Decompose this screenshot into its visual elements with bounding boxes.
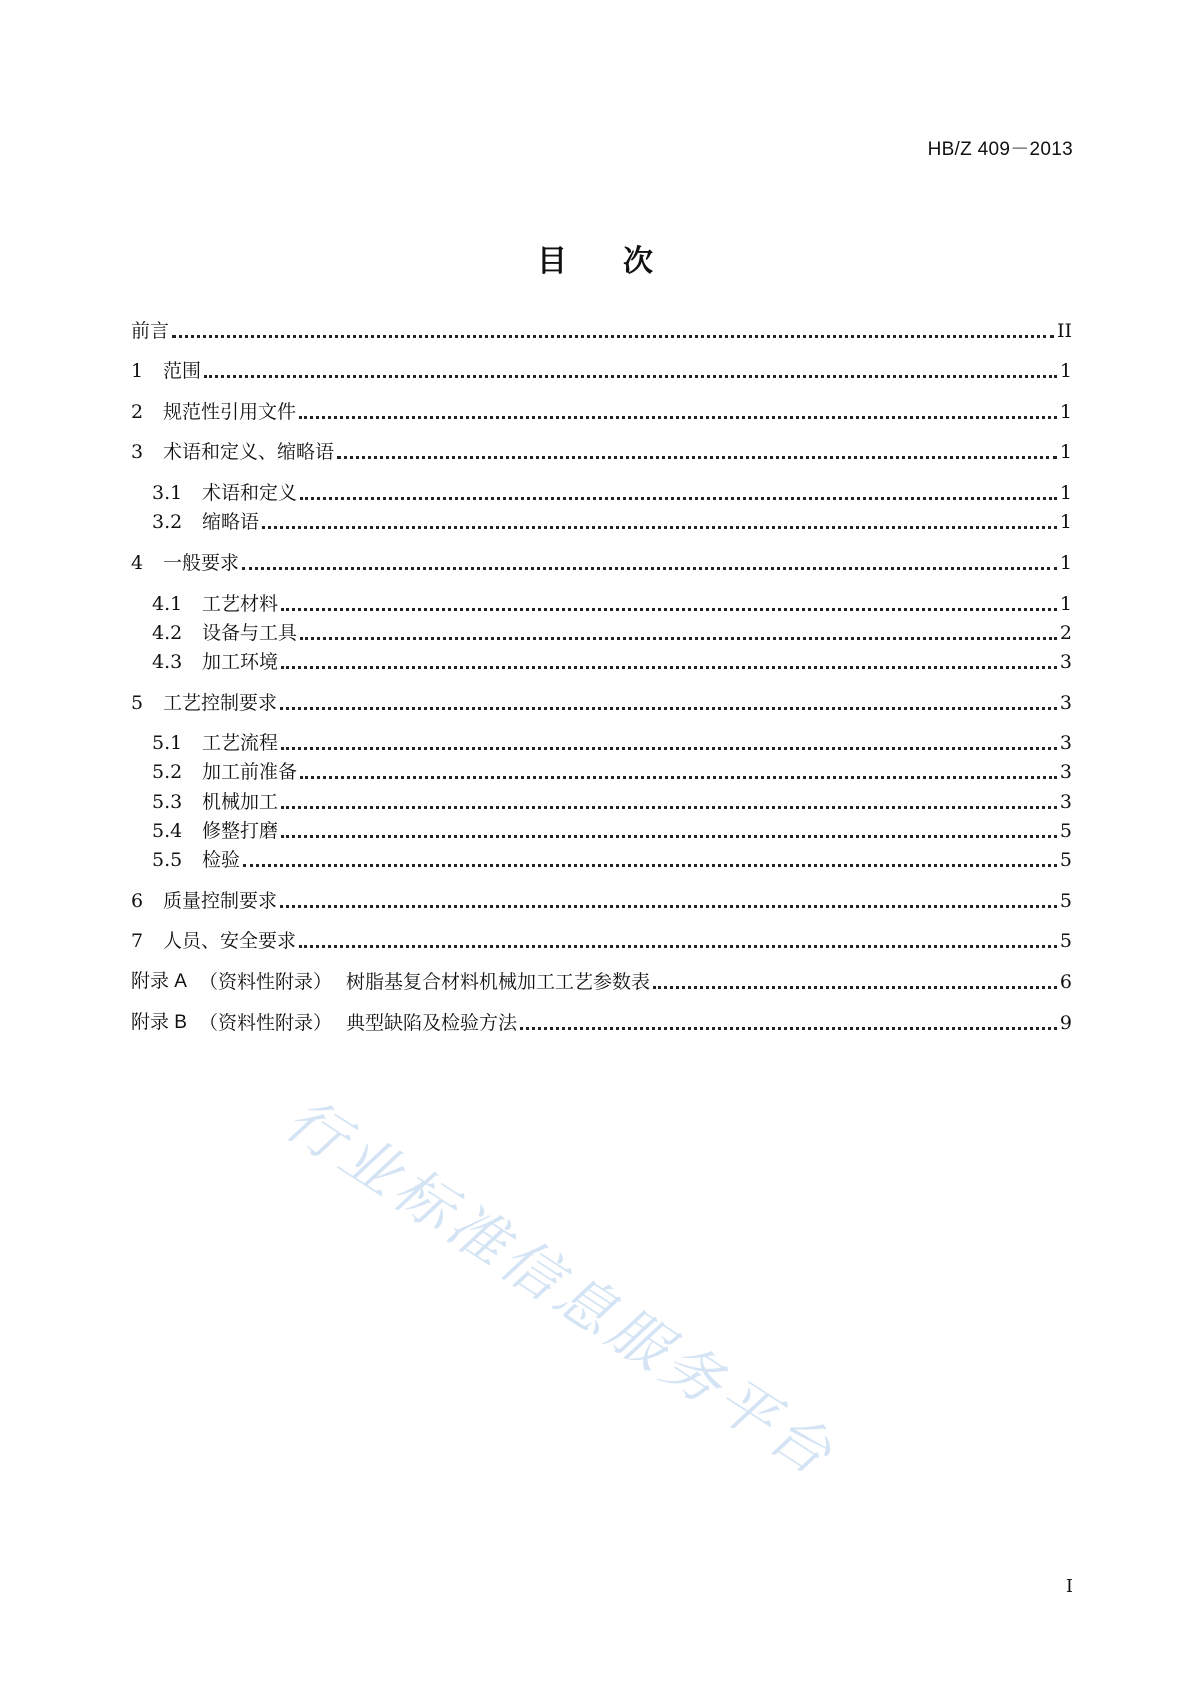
- toc-leader-dots: [280, 707, 1057, 710]
- toc-entry-page: 1: [1059, 552, 1072, 574]
- toc-entry-number: 3.2: [152, 511, 183, 533]
- toc-entry-title: 设备与工具: [202, 622, 298, 644]
- toc-entry-number: 附录 B: [131, 1012, 187, 1033]
- toc-entry-page: 3: [1059, 791, 1072, 813]
- toc-leader-dots: [337, 456, 1057, 459]
- toc-leader-dots: [204, 375, 1057, 378]
- toc-entry-title: 工艺流程: [202, 732, 279, 754]
- toc-leader-dots: [172, 335, 1054, 338]
- toc-entry-page: II: [1056, 320, 1072, 342]
- toc-entry-title: 范围: [163, 360, 202, 382]
- toc-leader-dots: [243, 864, 1057, 867]
- standard-code: HB/Z 409－2013: [927, 139, 1073, 160]
- toc-entry-title: 缩略语: [202, 511, 260, 533]
- toc-entry-title: 典型缺陷及检验方法: [345, 1012, 517, 1034]
- toc-entry-number: 1: [131, 360, 144, 382]
- toc-entry-page: 3: [1059, 651, 1072, 673]
- toc-entry-title: 人员、安全要求: [163, 930, 297, 952]
- toc-entry-number: 5.3: [152, 791, 183, 813]
- toc-entry-title: 检验: [202, 849, 241, 871]
- toc-leader-dots: [281, 666, 1057, 669]
- toc-leader-dots: [300, 637, 1057, 640]
- toc-leader-dots: [242, 567, 1057, 570]
- toc-entry-page: 3: [1059, 692, 1072, 714]
- toc-entry-number: 4.2: [152, 622, 183, 644]
- toc-entry-5-3[interactable]: [152, 789, 1072, 815]
- toc-entry-page: 5: [1059, 890, 1072, 912]
- toc-entry-title: 工艺材料: [202, 593, 279, 615]
- toc-entry-5-2[interactable]: [152, 759, 1072, 785]
- toc-entry-page: 1: [1059, 441, 1072, 463]
- toc-entry-title: 质量控制要求: [163, 890, 278, 912]
- toc-entry-7[interactable]: [131, 928, 1072, 954]
- toc-entry-number: 2: [131, 401, 144, 423]
- toc-entry-number: 5.5: [152, 849, 183, 871]
- toc-entry-5-4[interactable]: [152, 818, 1072, 844]
- toc-leader-dots: [299, 416, 1057, 419]
- page-number: I: [1065, 1576, 1073, 1597]
- page-title: [0, 242, 1190, 282]
- toc-entry-title: 术语和定义: [202, 482, 298, 504]
- toc-entry-title: 机械加工: [202, 791, 279, 813]
- toc-entry-2[interactable]: [131, 399, 1072, 425]
- toc-entry-title: 一般要求: [163, 552, 240, 574]
- page-title-part1: 目: [537, 244, 567, 279]
- toc-leader-dots: [520, 1027, 1057, 1030]
- toc-entry-3[interactable]: [131, 439, 1072, 465]
- watermark-text: 行业标准信息服务平台: [273, 1084, 848, 1491]
- toc-entry-4-3[interactable]: [152, 649, 1072, 675]
- toc-entry-page: 5: [1059, 849, 1072, 871]
- toc-entry-page: 5: [1059, 930, 1072, 952]
- toc-entry-number: 3: [131, 441, 144, 463]
- toc-entry-number: 3.1: [152, 482, 183, 504]
- toc-entry-number: 7: [131, 930, 144, 952]
- toc-entry-annex-b[interactable]: [131, 1010, 1072, 1036]
- toc-leader-dots: [262, 526, 1057, 529]
- toc-leader-dots: [281, 747, 1057, 750]
- toc-entry-number: 5.2: [152, 761, 183, 783]
- toc-entry-title: 前言: [131, 320, 170, 342]
- toc-entry-page: 6: [1059, 971, 1072, 993]
- toc-entry-page: 3: [1059, 732, 1072, 754]
- toc-leader-dots: [281, 806, 1057, 809]
- toc-leader-dots: [300, 776, 1057, 779]
- toc-entry-number: 6: [131, 890, 144, 912]
- toc-entry-number: 4.3: [152, 651, 183, 673]
- toc-entry-title: 加工前准备: [202, 761, 298, 783]
- toc-entry-5[interactable]: [131, 690, 1072, 716]
- toc-entry-6[interactable]: [131, 888, 1072, 914]
- toc-leader-dots: [280, 905, 1057, 908]
- toc-entry-page: 1: [1059, 593, 1072, 615]
- toc-entry-page: 3: [1059, 761, 1072, 783]
- toc-entry-page: 1: [1059, 482, 1072, 504]
- toc-entry-number: 5: [131, 692, 144, 714]
- toc-leader-dots: [281, 608, 1057, 611]
- toc-entry-page: 9: [1059, 1012, 1072, 1034]
- toc-entry-5-1[interactable]: [152, 730, 1072, 756]
- page-title-part2: 次: [623, 244, 653, 279]
- toc-entry-title: 术语和定义、缩略语: [163, 441, 335, 463]
- toc-entry-foreword[interactable]: [131, 318, 1072, 344]
- toc-entry-number: 5.1: [152, 732, 183, 754]
- toc-annex-type: （资料性附录）: [198, 1012, 332, 1034]
- toc-leader-dots: [281, 835, 1057, 838]
- toc-entry-number: 附录 A: [131, 971, 187, 992]
- toc-entry-3-2[interactable]: [152, 509, 1072, 535]
- toc-entry-page: 5: [1059, 820, 1072, 842]
- toc-leader-dots: [299, 945, 1057, 948]
- toc-entry-3-1[interactable]: [152, 480, 1072, 506]
- toc-entry-5-5[interactable]: [152, 847, 1072, 873]
- toc-entry-page: 1: [1059, 360, 1072, 382]
- toc-annex-type: （资料性附录）: [198, 971, 332, 993]
- toc-entry-annex-a[interactable]: [131, 969, 1072, 995]
- toc-entry-title: 加工环境: [202, 651, 279, 673]
- toc-entry-4-2[interactable]: [152, 620, 1072, 646]
- toc-entry-4[interactable]: [131, 550, 1072, 576]
- toc-entry-number: 5.4: [152, 820, 183, 842]
- toc-entry-4-1[interactable]: [152, 591, 1072, 617]
- toc-entry-title: 工艺控制要求: [163, 692, 278, 714]
- toc-entry-1[interactable]: [131, 358, 1072, 384]
- toc-leader-dots: [653, 986, 1057, 989]
- toc-entry-page: 2: [1059, 622, 1072, 644]
- toc-entry-title: 修整打磨: [202, 820, 279, 842]
- toc-entry-page: 1: [1059, 401, 1072, 423]
- toc-entry-page: 1: [1059, 511, 1072, 533]
- toc-entry-title: 规范性引用文件: [163, 401, 297, 423]
- toc-entry-title: 树脂基复合材料机械加工工艺参数表: [345, 971, 650, 993]
- toc-entry-number: 4.1: [152, 593, 183, 615]
- toc-entry-number: 4: [131, 552, 144, 574]
- toc-leader-dots: [300, 497, 1057, 500]
